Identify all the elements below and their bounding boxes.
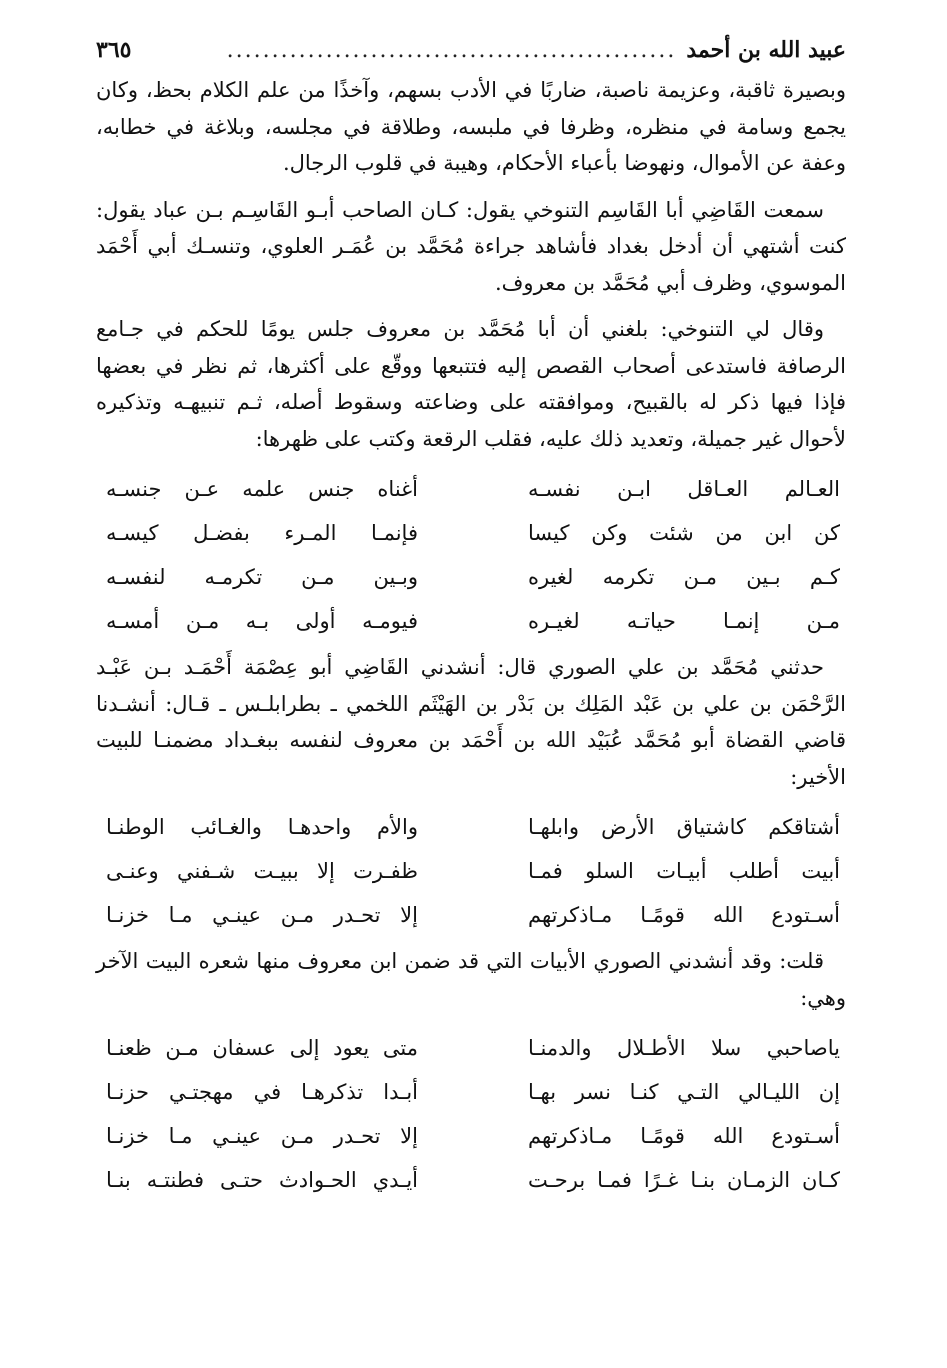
second-hemistich: أيـدي الحـوادث حتـى فطنتـه بنـا [106, 1168, 418, 1192]
first-hemistich: العـالم العـاقل ابـن نفسـه [528, 477, 840, 501]
poem-block [96, 805, 846, 937]
paragraph: وقال لي التنوخي: بلغني أن أبا مُحَمَّد بن معروف جلس يومًا للحكم في جـامع الرصافة فاستدعى أصحاب القصص إليه فتتبعها ووقّع على أكثرها، ثم نظر في بعضها فإذا فيها ذكر له بالقبيح، وموافقته على وضاعته وسقوط أصله، ثـم تنبيهـه وتذكيره لأحوال غير جميلة، وتعديد ذلك عليه، فقلب الرقعة وكتب على ظهرها: [96, 317, 846, 451]
poem-block [96, 1026, 846, 1202]
first-hemistich: أبيت أطلب أبيـات السلو فمـا [528, 859, 840, 883]
first-hemistich: مـن إنمـا حياتـه لغيـره [528, 609, 840, 633]
first-hemistich: أسـتودع الله قومًـا مـاذكرتهم [528, 1124, 840, 1148]
first-hemistich: كـان الزمـان بنـا غـرًا فمـا برحـت [528, 1168, 840, 1192]
verse-line [96, 1070, 846, 1114]
dot-leader: .................................................. [226, 38, 677, 63]
paragraph: سمعت القَاضِي أبا القَاسِم التنوخي يقول: كـان الصاحب أبـو القَاسِـم بـن عباد يقول: كنت أشتهي أن أدخل بغداد فأشاهد جراءة مُحَمَّد بن عُمَـر العلوي، وتنسـك أبي أَحْمَد الموسوي، وظرف أبي مُحَمَّد بن معروف. [96, 197, 846, 295]
verse-line [96, 511, 846, 555]
running-header [96, 28, 846, 72]
verse-line [96, 467, 846, 511]
second-hemistich: فيومـه أولى بـه مـن أمسـه [106, 609, 418, 633]
verse-line [96, 893, 846, 937]
second-hemistich: متى يعود إلى عسفان مـن ظعنـا [106, 1036, 418, 1060]
page-body [96, 28, 846, 1208]
paragraph: حدثني مُحَمَّد بن علي الصوري قال: أنشدني القَاضِي أبو عِصْمَة أَحْمَـد بـن عَبْـد الرَّحْمَن بن علي بن عَبْد المَلِك بن بَدْر بن الهَيْثَم اللخمي ـ بطرابلـس ـ قـال: أنشـدنا قاضي القضاة أبو مُحَمَّد عُبَيْد الله بن أَحْمَد بن معروف لنفسه ببغـداد مضمنـا للبيت الأخير: [96, 655, 846, 789]
second-hemistich: إلا تحـدر مـن عينـي مـا خزنـا [106, 903, 418, 927]
verse-line [96, 555, 846, 599]
first-hemistich: أسـتودع الله قومًـا مـاذكرتهم [528, 903, 840, 927]
second-hemistich: أغناه جنس علمه عـن جنسـه [106, 477, 418, 501]
verse-line [96, 1114, 846, 1158]
second-hemistich: فإنمـا المـرء بفضـل كيسـه [106, 521, 418, 545]
second-hemistich: والأم واحدهـا والغـائب الوطنـا [106, 815, 418, 839]
verse-line [96, 805, 846, 849]
verse-line [96, 1158, 846, 1202]
second-hemistich: إلا تحـدر مـن عينـي مـا خزنـا [106, 1124, 418, 1148]
paragraph: قلت: وقد أنشدني الصوري الأبيات التي قد ضمن ابن معروف منها شعره البيت الآخر وهي: [96, 949, 846, 1010]
second-hemistich: أبـدا تذكرهـا في مهجتـي حزنـا [106, 1080, 418, 1104]
second-hemistich: وبـين مـن تكرمـه لنفسـه [106, 565, 418, 589]
verse-line [96, 599, 846, 643]
poem-block [96, 467, 846, 643]
first-hemistich: أشتاقكم كاشتياق الأرض وابلهـا [528, 815, 840, 839]
paragraph: وبصيرة ثاقبة، وعزيمة ناصبة، ضاربًا في الأدب بسهم، وآخذًا من علم الكلام بحظ، وكان يجمع وسامة في منظره، وظرفا في ملبسه، وطلاقة في مجلسه، وبلاغة في خطابه، وعفة عن الأموال، ونهوضا بأعباء الأحكام، وهيبة في قلوب الرجال. [96, 78, 846, 175]
page-number: ٣٦٥ [96, 37, 132, 63]
verse-line [96, 1026, 846, 1070]
first-hemistich: إن الليـالي التـي كنـا نسر بهـا [528, 1080, 840, 1104]
first-hemistich: كن ابن من شئت وكن كيسا [528, 521, 840, 545]
verse-line [96, 849, 846, 893]
second-hemistich: ظفـرت إلا ببيـت شـفني وعنـى [106, 859, 418, 883]
first-hemistich: كـم بـين مـن تكرمه لغيره [528, 565, 840, 589]
running-title: عبيد الله بن أحمد [686, 37, 846, 63]
first-hemistich: ياصاحبي سلا الأطـلال والدمنـا [528, 1036, 840, 1060]
